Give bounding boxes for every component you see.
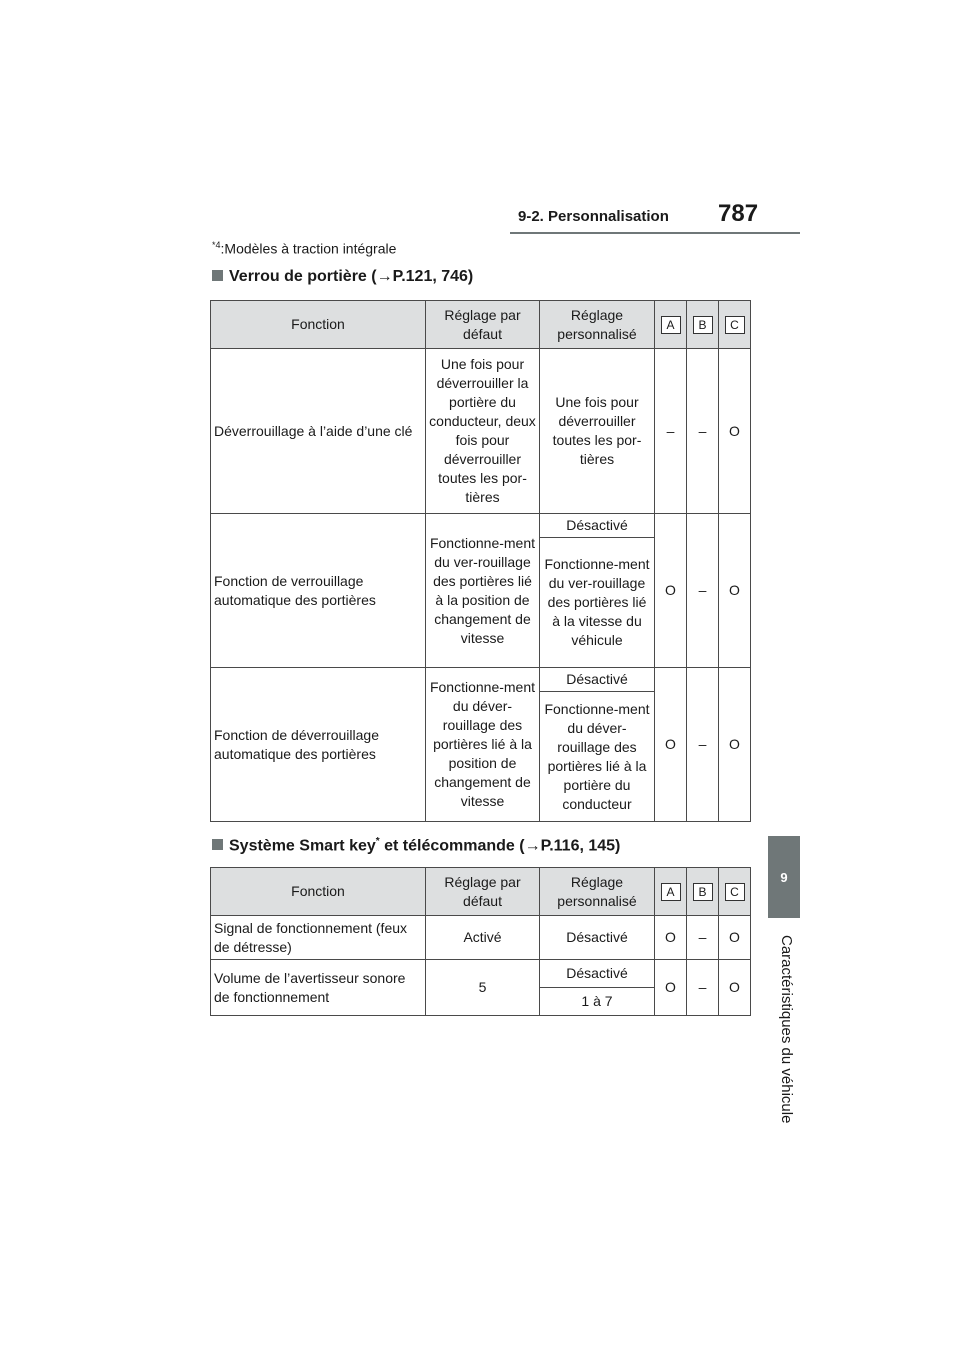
table-row [211,349,751,514]
cell-fonction: Fonction de déverrouillage automatique des portières [211,668,426,822]
table2-title-a: Système Smart key [229,837,376,855]
header-rule [510,232,800,234]
cell-b: – [687,349,719,514]
header-defaut: Réglage par défaut [426,868,540,916]
square-bullet-icon [212,270,223,281]
chapter-tab: 9 [768,836,800,918]
table1-title: Verrou de portière (→P.121, 746) [229,268,474,285]
smart-key-table [210,867,751,1016]
square-bullet-icon [212,839,223,850]
cell-fonction: Déverrouillage à l’aide d’une clé [211,349,426,514]
cell-perso-option: Désactivé [540,960,655,988]
cell-c: O [719,960,751,1016]
cell-perso-option: 1 à 7 [540,988,655,1016]
cell-b: – [687,668,719,822]
cell-perso: Désactivé [540,916,655,960]
header-b: B [687,301,719,349]
table1-heading [212,268,473,286]
cell-defaut: Fonctionne-ment du déver-rouillage des portières lié à la position de changement de vitesse [426,668,540,822]
header-a: A [655,868,687,916]
cell-fonction: Fonction de verrouillage automatique des portières [211,514,426,668]
table-header-row [211,868,751,916]
footnote [212,240,396,257]
cell-perso-option: Désactivé [540,514,655,538]
table2-heading [212,836,620,855]
header-perso: Réglage personnalisé [540,301,655,349]
cell-b: – [687,960,719,1016]
cell-c: O [719,514,751,668]
header-perso: Réglage personnalisé [540,868,655,916]
table2-title-star: * [375,836,380,847]
door-lock-table [210,300,751,822]
table-row [211,514,751,538]
cell-a: – [655,349,687,514]
cell-perso-option: Fonctionne-ment du ver-rouillage des portières lié à la vitesse du véhicule [540,538,655,668]
cell-fonction: Volume de l’avertisseur sonore de fonctionnement [211,960,426,1016]
cell-c: O [719,349,751,514]
header-defaut: Réglage par défaut [426,301,540,349]
table-row [211,960,751,988]
cell-a: O [655,960,687,1016]
cell-defaut: Activé [426,916,540,960]
header-b: B [687,868,719,916]
cell-b: – [687,514,719,668]
cell-defaut: Une fois pour déverrouiller la portière du conducteur, deux fois pour déverrouiller toutes les por-tières [426,349,540,514]
page-number: 787 [718,200,759,227]
cell-b: – [687,916,719,960]
cell-perso: Une fois pour déverrouiller toutes les por-tières [540,349,655,514]
cell-perso-option: Désactivé [540,668,655,692]
table-header-row [211,301,751,349]
footnote-marker: *4 [212,240,221,250]
cell-fonction: Signal de fonctionnement (feux de détresse) [211,916,426,960]
cell-a: O [655,916,687,960]
section-title: 9-2. Personnalisation [518,208,669,225]
table2-title-b: et télécommande (→P.116, 145) [379,837,621,855]
cell-perso-option: Fonctionne-ment du déver-rouillage des portières lié à la portière du conducteur [540,692,655,822]
cell-c: O [719,916,751,960]
cell-defaut: 5 [426,960,540,1016]
footnote-text: :Modèles à traction intégrale [220,240,397,257]
header-c: C [719,868,751,916]
cell-a: O [655,514,687,668]
table-row [211,916,751,960]
cell-a: O [655,668,687,822]
chapter-label: Caractéristiques du véhicule [778,935,795,1124]
cell-c: O [719,668,751,822]
header-fonction: Fonction [211,868,426,916]
table-row [211,668,751,692]
header-fonction: Fonction [211,301,426,349]
header-c: C [719,301,751,349]
cell-defaut: Fonctionne-ment du ver-rouillage des portières lié à la position de changement de vitesse [426,514,540,668]
header-a: A [655,301,687,349]
